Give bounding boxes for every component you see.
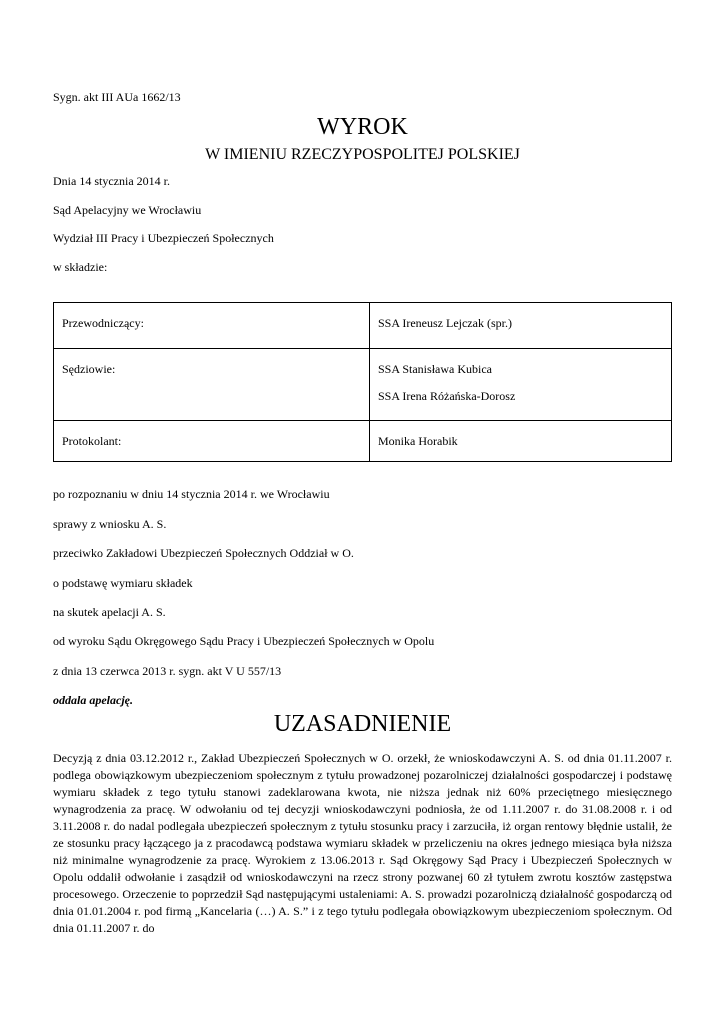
- proceedings-line: przeciwko Zakładowi Ubezpieczeń Społecznych Oddział w O.: [53, 546, 354, 560]
- case-reference: Sygn. akt III AUa 1662/13: [53, 90, 181, 104]
- judgment-date: Dnia 14 stycznia 2014 r.: [53, 174, 170, 188]
- panel-name: SSA Stanisława Kubica: [378, 362, 492, 376]
- proceedings-line: na skutek apelacji A. S.: [53, 605, 166, 619]
- court-division: Wydział III Pracy i Ubezpieczeń Społecznych: [53, 231, 274, 245]
- panel-table: [53, 302, 672, 462]
- proceedings-line: o podstawę wymiaru składek: [53, 576, 193, 590]
- panel-row-clerk: [54, 421, 672, 462]
- judgment-subtitle: W IMIENIU RZECZYPOSPOLITEJ POLSKIEJ: [205, 146, 520, 163]
- panel-name: SSA Ireneusz Lejczak (spr.): [378, 316, 512, 330]
- composition-label: w składzie:: [53, 260, 108, 274]
- decision-text: oddala apelację.: [53, 693, 133, 707]
- panel-row-judges: [54, 349, 672, 421]
- judgment-title: WYROK: [317, 114, 408, 140]
- panel-names: [370, 303, 672, 349]
- justification-heading: UZASADNIENIE: [273, 711, 452, 737]
- court-name: Sąd Apelacyjny we Wrocławiu: [53, 203, 202, 217]
- panel-role: Sędziowie:: [54, 349, 370, 421]
- proceedings-line: sprawy z wniosku A. S.: [53, 517, 167, 531]
- panel-name: Monika Horabik: [378, 434, 458, 448]
- panel-row-chair: [54, 303, 672, 349]
- proceedings-line: z dnia 13 czerwca 2013 r. sygn. akt V U 557/13: [53, 664, 282, 678]
- panel-names: [370, 349, 672, 421]
- justification-paragraph: Decyzją z dnia 03.12.2012 r., Zakład Ubezpieczeń Społecznych w O. orzekł, że wnioskodawczyni A. S. od dnia 01.11.2007 r. podlega obowiązkowym ubezpieczeniom społecznym z tytułu prowadzonej pozarolniczej działalności gospodarczej i podstawę wymiaru składek z tego tytułu stanowi zadeklarowana kwota, nie niższa jednak niż 60% przeciętnego miesięcznego wynagrodzenia za pracę. W odwołaniu od tej decyzji wnioskodawczyni podniosła, że od 1.11.2007 r. do 31.08.2008 r. i od 3.11.2008 r. do nadal podlegała ubezpieczeń społecznym z tytułu stosunku pracy i zarzuciła, iż organ rentowy błędnie ustalił, że ze stosunku pracy łączącego ja z pracodawcą podstawa wymiaru składek w przeliczeniu na okres jednego miesiąca była niższa niż minimalne wynagrodzenie za pracę. Wyrokiem z 13.06.2013 r. Sąd Okręgowy Sąd Pracy i Ubezpieczeń Społecznych w Opolu oddalił odwołanie i zasądził od wnioskodawczyni na rzecz strony pozwanej 60 zł tytułem zwrotu kosztów zastępstwa procesowego. Orzeczenie to poprzedził Sąd następującymi ustaleniami: A. S. prowadzi pozarolniczą działalność gospodarczą od dnia 01.01.2004 r. pod firmą „Kancelaria (…) A. S.” i z tego tytułu podlegała obowiązkowym ubezpieczeniom społecznym. Od dnia 01.11.2007 r. do: [53, 751, 672, 935]
- panel-name: SSA Irena Różańska-Dorosz: [378, 389, 516, 403]
- proceedings-line: po rozpoznaniu w dniu 14 stycznia 2014 r. we Wrocławiu: [53, 487, 330, 501]
- panel-role: Przewodniczący:: [54, 303, 370, 349]
- panel-role: Protokolant:: [54, 421, 370, 462]
- panel-names: [370, 421, 672, 462]
- proceedings-line: od wyroku Sądu Okręgowego Sądu Pracy i Ubezpieczeń Społecznych w Opolu: [53, 634, 435, 648]
